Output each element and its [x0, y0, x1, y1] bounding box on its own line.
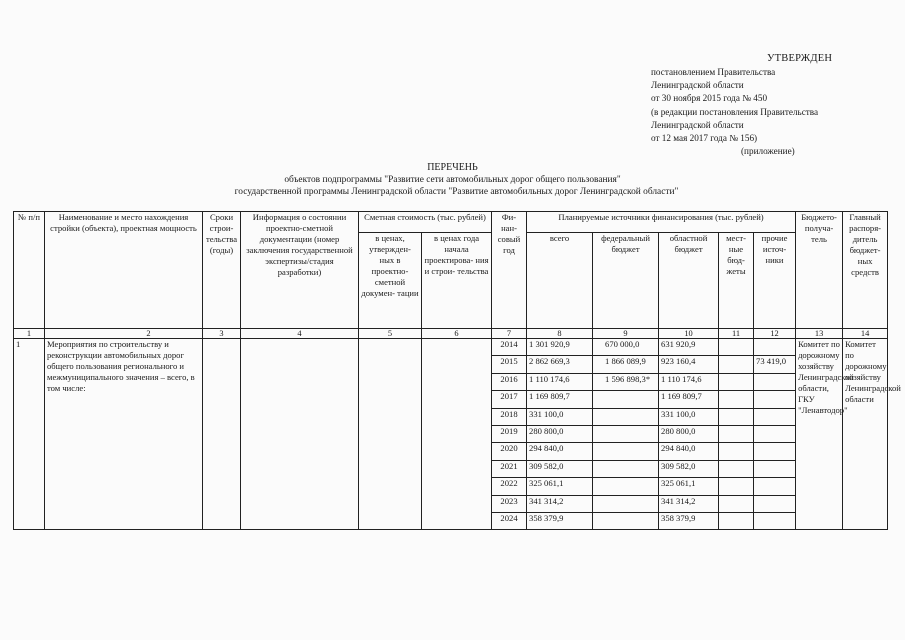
title-line-2: объектов подпрограммы "Развитие сети автомобильных дорог общего пользования"	[284, 175, 621, 185]
column-number: 9	[593, 329, 659, 339]
local-cell	[719, 408, 754, 425]
other-cell: 73 419,0	[754, 356, 796, 373]
regional-cell: 325 061,1	[659, 478, 719, 495]
regional-cell: 631 920,9	[659, 339, 719, 356]
table-row	[14, 339, 888, 356]
header-cost-group: Сметная стоимость (тыс. рублей)	[359, 212, 492, 233]
local-cell	[719, 443, 754, 460]
regional-cell: 331 100,0	[659, 408, 719, 425]
local-cell	[719, 391, 754, 408]
total-cell: 331 100,0	[527, 408, 593, 425]
column-numbers-row	[14, 329, 888, 339]
year-cell: 2018	[492, 408, 527, 425]
cost-start-cell	[422, 339, 492, 530]
federal-cell: 1 596 898,3*	[593, 373, 659, 390]
year-cell: 2020	[492, 443, 527, 460]
federal-cell	[593, 478, 659, 495]
other-cell	[754, 460, 796, 477]
header-cost-start: в ценах года начала проектирова- ния и строи- тельства	[422, 233, 492, 329]
federal-cell	[593, 425, 659, 442]
appendix-note: (приложение)	[741, 146, 795, 157]
construction-terms-cell	[203, 339, 241, 530]
approval-line: от 12 мая 2017 года № 156)	[651, 133, 758, 144]
federal-cell	[593, 460, 659, 477]
other-cell	[754, 339, 796, 356]
cost-approved-cell	[359, 339, 422, 530]
year-cell: 2014	[492, 339, 527, 356]
other-cell	[754, 495, 796, 512]
column-number: 14	[843, 329, 888, 339]
other-cell	[754, 391, 796, 408]
total-cell: 341 314,2	[527, 495, 593, 512]
year-cell: 2024	[492, 512, 527, 529]
header-cost-approved: в ценах, утвержден- ных в проектно- сметной докумен- тации	[359, 233, 422, 329]
regional-cell: 309 582,0	[659, 460, 719, 477]
other-cell	[754, 408, 796, 425]
year-cell: 2021	[492, 460, 527, 477]
federal-cell: 1 866 089,9	[593, 356, 659, 373]
local-cell	[719, 512, 754, 529]
other-cell	[754, 512, 796, 529]
regional-cell: 280 800,0	[659, 425, 719, 442]
local-cell	[719, 460, 754, 477]
other-cell	[754, 373, 796, 390]
local-cell	[719, 425, 754, 442]
regional-cell: 358 379,9	[659, 512, 719, 529]
header-name: Наименование и место нахождения стройки (объекта), проектная мощность	[45, 212, 203, 329]
total-cell: 1 169 809,7	[527, 391, 593, 408]
column-number: 8	[527, 329, 593, 339]
approval-line: постановлением Правительства	[651, 67, 776, 77]
object-name: Мероприятия по строительству и реконструкции автомобильных дорог общего пользования регионального и межмуниципального значения – всего, в том числе:	[45, 339, 203, 530]
total-cell: 294 840,0	[527, 443, 593, 460]
column-number: 11	[719, 329, 754, 339]
column-number: 5	[359, 329, 422, 339]
regional-cell: 294 840,0	[659, 443, 719, 460]
local-cell	[719, 339, 754, 356]
header-fin-year: Фи- нан- совый год	[492, 212, 527, 329]
local-cell	[719, 356, 754, 373]
header-funding-group: Планируемые источники финансирования (тыс. рублей)	[527, 212, 796, 233]
header-documentation: Информация о состоянии проектно-сметной документации (номер заключения государственной экспертизы/стадия разработки)	[241, 212, 359, 329]
year-cell: 2017	[492, 391, 527, 408]
column-number: 10	[659, 329, 719, 339]
local-cell	[719, 478, 754, 495]
column-number: 1	[14, 329, 45, 339]
regional-cell: 923 160,4	[659, 356, 719, 373]
other-cell	[754, 425, 796, 442]
other-cell	[754, 478, 796, 495]
approval-block	[651, 53, 833, 158]
column-number: 2	[45, 329, 203, 339]
total-cell: 309 582,0	[527, 460, 593, 477]
other-cell	[754, 443, 796, 460]
header-num: № п/п	[14, 212, 45, 329]
regional-cell: 1 169 809,7	[659, 391, 719, 408]
header-regional: областной бюджет	[659, 233, 719, 329]
local-cell	[719, 373, 754, 390]
chief-manager: Комитет по дорожному хозяйству Ленинградской области	[843, 339, 888, 530]
document-title	[0, 162, 905, 198]
budget-recipient: Комитет по дорожному хозяйству Ленинградской области, ГКУ "Ленавтодор"	[796, 339, 843, 530]
column-number: 12	[754, 329, 796, 339]
federal-cell: 670 000,0	[593, 339, 659, 356]
header-terms: Сроки строи- тельства (годы)	[203, 212, 241, 329]
column-number: 6	[422, 329, 492, 339]
federal-cell	[593, 495, 659, 512]
local-cell	[719, 495, 754, 512]
column-number: 7	[492, 329, 527, 339]
column-number: 3	[203, 329, 241, 339]
approval-line: (в редакции постановления Правительства	[651, 106, 819, 117]
header-federal: федеральный бюджет	[593, 233, 659, 329]
documentation-info-cell	[241, 339, 359, 530]
total-cell: 1 301 920,9	[527, 339, 593, 356]
title-line-3: государственной программы Ленинградской области "Развитие автомобильных дорог Ленинградской области"	[234, 187, 679, 197]
regional-cell: 341 314,2	[659, 495, 719, 512]
column-number: 13	[796, 329, 843, 339]
title-line-1: ПЕРЕЧЕНЬ	[427, 162, 478, 173]
total-cell: 280 800,0	[527, 425, 593, 442]
total-cell: 358 379,9	[527, 512, 593, 529]
approval-heading: УТВЕРЖДЕН	[767, 53, 833, 64]
year-cell: 2023	[492, 495, 527, 512]
year-cell: 2015	[492, 356, 527, 373]
header-manager: Главный распоря- дитель бюджет- ных средств	[843, 212, 888, 329]
header-other: прочие источ- ники	[754, 233, 796, 329]
header-recipient: Бюджето- получа- тель	[796, 212, 843, 329]
federal-cell	[593, 391, 659, 408]
header-total: всего	[527, 233, 593, 329]
header-row-1	[14, 212, 888, 233]
approval-line: от 30 ноября 2015 года № 450	[651, 93, 768, 104]
header-local: мест- ные бюд- жеты	[719, 233, 754, 329]
approval-line: Ленинградской области	[651, 80, 744, 91]
year-cell: 2016	[492, 373, 527, 390]
row-number: 1	[14, 339, 45, 530]
objects-table	[13, 211, 901, 530]
approval-line: Ленинградской области	[651, 119, 744, 130]
federal-cell	[593, 512, 659, 529]
column-number: 4	[241, 329, 359, 339]
year-cell: 2022	[492, 478, 527, 495]
total-cell: 2 862 669,3	[527, 356, 593, 373]
total-cell: 1 110 174,6	[527, 373, 593, 390]
year-cell: 2019	[492, 425, 527, 442]
table-body	[14, 339, 901, 530]
federal-cell	[593, 443, 659, 460]
federal-cell	[593, 408, 659, 425]
regional-cell: 1 110 174,6	[659, 373, 719, 390]
total-cell: 325 061,1	[527, 478, 593, 495]
